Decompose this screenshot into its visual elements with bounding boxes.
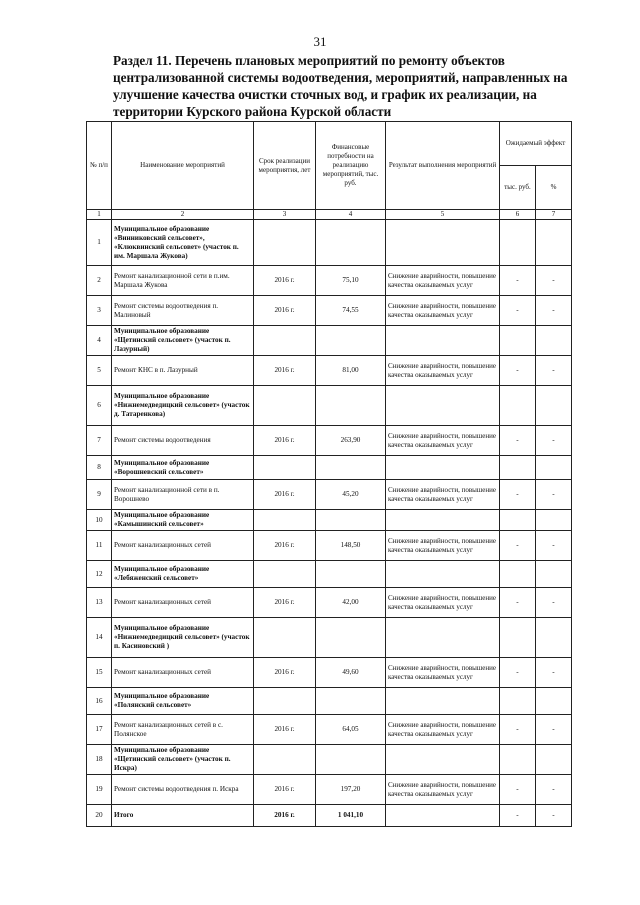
column-index: 7 <box>536 210 572 220</box>
row-effect-rub: - <box>500 531 536 561</box>
row-term: 2016 г. <box>254 658 316 688</box>
row-result <box>386 220 500 266</box>
table-row <box>87 588 572 618</box>
row-effect-pct: - <box>536 658 572 688</box>
row-result: Снижение аварийности, повышение качества оказываемых услуг <box>386 426 500 456</box>
row-term <box>254 688 316 715</box>
row-effect-pct <box>536 510 572 531</box>
row-finance: 49,60 <box>316 658 386 688</box>
header-num: № п/п <box>87 122 112 210</box>
section-row <box>87 510 572 531</box>
row-result: Снижение аварийности, повышение качества оказываемых услуг <box>386 715 500 745</box>
section-row <box>87 561 572 588</box>
row-result: Снижение аварийности, повышение качества оказываемых услуг <box>386 266 500 296</box>
row-name: Муниципальное образование «Полянский сельсовет» <box>112 688 254 715</box>
total-row <box>87 805 572 827</box>
row-term <box>254 618 316 658</box>
row-effect-rub <box>500 456 536 480</box>
row-result: Снижение аварийности, повышение качества оказываемых услуг <box>386 588 500 618</box>
row-finance: 1 041,10 <box>316 805 386 827</box>
row-effect-rub <box>500 688 536 715</box>
row-effect-pct: - <box>536 588 572 618</box>
row-effect-pct: - <box>536 426 572 456</box>
title-line: централизованной системы водоотведения, мероприятий, направленных на <box>113 70 568 85</box>
row-term: 2016 г. <box>254 588 316 618</box>
table-row <box>87 296 572 326</box>
row-term <box>254 745 316 775</box>
row-number: 20 <box>87 805 112 827</box>
row-name: Муниципальное образование «Лебяженский сельсовет» <box>112 561 254 588</box>
row-effect-pct <box>536 688 572 715</box>
row-effect-pct: - <box>536 715 572 745</box>
row-result: Снижение аварийности, повышение качества оказываемых услуг <box>386 480 500 510</box>
row-effect-pct <box>536 618 572 658</box>
row-result <box>386 805 500 827</box>
row-result: Снижение аварийности, повышение качества оказываемых услуг <box>386 775 500 805</box>
row-effect-pct: - <box>536 266 572 296</box>
table-row <box>87 775 572 805</box>
table-row <box>87 658 572 688</box>
section-title <box>113 52 573 120</box>
column-index: 4 <box>316 210 386 220</box>
table-row <box>87 266 572 296</box>
row-finance <box>316 386 386 426</box>
row-name: Ремонт канализационных сетей <box>112 531 254 561</box>
row-effect-rub <box>500 220 536 266</box>
row-effect-rub: - <box>500 356 536 386</box>
row-term <box>254 220 316 266</box>
row-result: Снижение аварийности, повышение качества оказываемых услуг <box>386 531 500 561</box>
row-term <box>254 386 316 426</box>
row-number: 13 <box>87 588 112 618</box>
row-term: 2016 г. <box>254 426 316 456</box>
row-term: 2016 г. <box>254 480 316 510</box>
row-number: 15 <box>87 658 112 688</box>
row-effect-pct: - <box>536 531 572 561</box>
row-effect-rub: - <box>500 426 536 456</box>
table-row <box>87 480 572 510</box>
column-index: 6 <box>500 210 536 220</box>
column-index: 2 <box>112 210 254 220</box>
row-name: Ремонт канализационных сетей в с. Полянское <box>112 715 254 745</box>
row-effect-pct <box>536 745 572 775</box>
row-name: Муниципальное образование «Нижнемедведицкий сельсовет» (участок д. Татаренкова) <box>112 386 254 426</box>
table-row <box>87 426 572 456</box>
table-body <box>87 220 572 827</box>
row-result: Снижение аварийности, повышение качества оказываемых услуг <box>386 356 500 386</box>
row-name: Муниципальное образование «Нижнемедведицкий сельсовет» (участок п. Касиновский ) <box>112 618 254 658</box>
row-number: 12 <box>87 561 112 588</box>
row-number: 19 <box>87 775 112 805</box>
header-effect-pct: % <box>536 166 572 210</box>
row-finance: 197,20 <box>316 775 386 805</box>
row-effect-pct <box>536 326 572 356</box>
row-effect-rub: - <box>500 588 536 618</box>
table-row <box>87 531 572 561</box>
row-finance: 81,00 <box>316 356 386 386</box>
row-finance <box>316 326 386 356</box>
row-name: Муниципальное образование «Щетинский сельсовет» (участок п. Искра) <box>112 745 254 775</box>
row-effect-pct: - <box>536 775 572 805</box>
row-term: 2016 г. <box>254 356 316 386</box>
header-name: Наименование мероприятий <box>112 122 254 210</box>
row-term: 2016 г. <box>254 775 316 805</box>
column-index-row <box>87 210 572 220</box>
row-effect-pct <box>536 561 572 588</box>
section-row <box>87 618 572 658</box>
row-number: 5 <box>87 356 112 386</box>
row-effect-pct: - <box>536 296 572 326</box>
row-effect-rub: - <box>500 266 536 296</box>
title-line: Раздел 11. Перечень плановых мероприятий по ремонту объектов <box>113 53 505 68</box>
row-result <box>386 561 500 588</box>
row-name: Ремонт системы водоотведения п. Искра <box>112 775 254 805</box>
row-term: 2016 г. <box>254 531 316 561</box>
row-name: Ремонт канализационной сети в п. Ворошнево <box>112 480 254 510</box>
row-effect-pct: - <box>536 480 572 510</box>
row-name: Муниципальное образование «Камышинский сельсовет» <box>112 510 254 531</box>
row-result <box>386 456 500 480</box>
header-term: Срок реализации мероприятия, лет <box>254 122 316 210</box>
row-term: 2016 г. <box>254 805 316 827</box>
row-effect-rub <box>500 561 536 588</box>
row-term <box>254 456 316 480</box>
row-effect-pct: - <box>536 356 572 386</box>
row-number: 16 <box>87 688 112 715</box>
row-number: 1 <box>87 220 112 266</box>
row-name: Муниципальное образование «Ворошневский сельсовет» <box>112 456 254 480</box>
row-name: Ремонт системы водоотведения <box>112 426 254 456</box>
row-term <box>254 561 316 588</box>
row-term: 2016 г. <box>254 296 316 326</box>
row-finance <box>316 220 386 266</box>
measures-table <box>86 121 572 827</box>
row-finance <box>316 745 386 775</box>
header-effect-rub: тыс. руб. <box>500 166 536 210</box>
row-finance: 42,00 <box>316 588 386 618</box>
row-name: Ремонт канализационных сетей <box>112 658 254 688</box>
row-result <box>386 386 500 426</box>
row-finance: 64,05 <box>316 715 386 745</box>
row-effect-rub <box>500 510 536 531</box>
row-effect-rub: - <box>500 480 536 510</box>
row-number: 2 <box>87 266 112 296</box>
title-line: территории Курского района Курской области <box>113 104 392 119</box>
row-result <box>386 745 500 775</box>
row-effect-rub <box>500 326 536 356</box>
row-name: Муниципальное образование «Винниковский сельсовет», «Клюквинский сельсовет» (участок п. им. Маршала Жукова) <box>112 220 254 266</box>
row-finance <box>316 618 386 658</box>
row-effect-pct <box>536 386 572 426</box>
row-number: 8 <box>87 456 112 480</box>
row-effect-pct: - <box>536 805 572 827</box>
section-row <box>87 745 572 775</box>
row-number: 4 <box>87 326 112 356</box>
row-finance <box>316 688 386 715</box>
page-number: 31 <box>313 34 327 49</box>
row-term <box>254 510 316 531</box>
table-row <box>87 715 572 745</box>
row-number: 9 <box>87 480 112 510</box>
row-name: Итого <box>112 805 254 827</box>
column-index: 3 <box>254 210 316 220</box>
row-number: 14 <box>87 618 112 658</box>
row-effect-rub <box>500 745 536 775</box>
section-row <box>87 220 572 266</box>
row-finance: 75,10 <box>316 266 386 296</box>
row-name: Ремонт системы водоотведения п. Малиновый <box>112 296 254 326</box>
row-finance: 263,90 <box>316 426 386 456</box>
row-number: 7 <box>87 426 112 456</box>
row-effect-rub: - <box>500 805 536 827</box>
row-name: Ремонт КНС в п. Лазурный <box>112 356 254 386</box>
header-result: Результат выполнения мероприятий <box>386 122 500 210</box>
row-number: 18 <box>87 745 112 775</box>
row-finance <box>316 456 386 480</box>
row-effect-rub: - <box>500 296 536 326</box>
row-number: 6 <box>87 386 112 426</box>
row-name: Муниципальное образование «Щетинский сельсовет» (участок п. Лазурный) <box>112 326 254 356</box>
row-finance: 45,20 <box>316 480 386 510</box>
row-name: Ремонт канализационных сетей <box>112 588 254 618</box>
title-line: улучшение качества очистки сточных вод, и график их реализации, на <box>113 87 537 102</box>
row-finance <box>316 561 386 588</box>
section-row <box>87 688 572 715</box>
row-term: 2016 г. <box>254 715 316 745</box>
row-number: 10 <box>87 510 112 531</box>
row-result <box>386 326 500 356</box>
row-effect-rub: - <box>500 658 536 688</box>
header-effect: Ожидаемый эффект <box>500 122 572 166</box>
row-effect-pct <box>536 220 572 266</box>
section-row <box>87 326 572 356</box>
row-effect-rub: - <box>500 775 536 805</box>
row-finance <box>316 510 386 531</box>
header-finance: Финансовые потребности на реализацию мероприятий, тыс. руб. <box>316 122 386 210</box>
header-row <box>87 122 572 166</box>
row-number: 11 <box>87 531 112 561</box>
row-result: Снижение аварийности, повышение качества оказываемых услуг <box>386 296 500 326</box>
row-term: 2016 г. <box>254 266 316 296</box>
row-result <box>386 510 500 531</box>
row-number: 3 <box>87 296 112 326</box>
column-index: 5 <box>386 210 500 220</box>
row-effect-rub <box>500 386 536 426</box>
row-result: Снижение аварийности, повышение качества оказываемых услуг <box>386 658 500 688</box>
row-number: 17 <box>87 715 112 745</box>
row-term <box>254 326 316 356</box>
section-row <box>87 456 572 480</box>
row-result <box>386 618 500 658</box>
table-row <box>87 356 572 386</box>
row-effect-pct <box>536 456 572 480</box>
column-index: 1 <box>87 210 112 220</box>
row-effect-rub <box>500 618 536 658</box>
row-name: Ремонт канализационной сети в п.им. Маршала Жукова <box>112 266 254 296</box>
row-effect-rub: - <box>500 715 536 745</box>
row-finance: 148,50 <box>316 531 386 561</box>
row-finance: 74,55 <box>316 296 386 326</box>
row-result <box>386 688 500 715</box>
section-row <box>87 386 572 426</box>
